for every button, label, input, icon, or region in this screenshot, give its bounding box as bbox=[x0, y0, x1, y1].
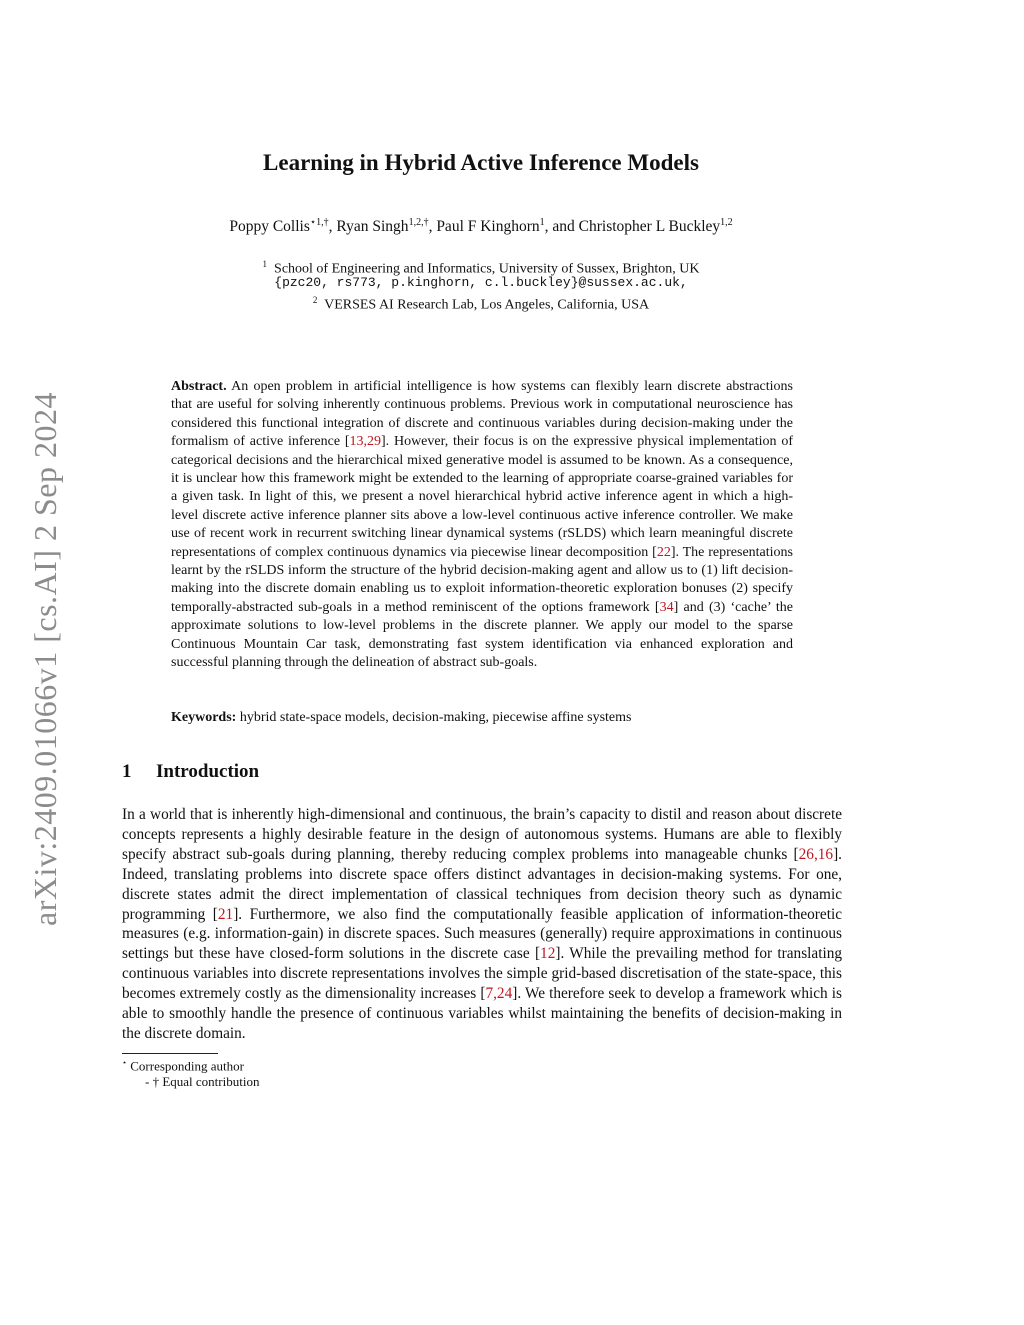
email-list: {pzc20, rs773, p.kinghorn, c.l.buckley}@sussex.ac.uk, bbox=[274, 275, 688, 290]
affiliation-sup: 2 bbox=[312, 295, 318, 305]
citation-link[interactable]: 22 bbox=[656, 544, 671, 560]
keywords-label: Keywords: bbox=[171, 710, 237, 725]
section-heading bbox=[122, 761, 259, 783]
footnote-text: - † Equal contribution bbox=[145, 1074, 260, 1089]
footnote-marker: ⋆ bbox=[122, 1058, 128, 1067]
author-list: Poppy Collis$^{⋆1,\dagger}$, Ryan Singh$^{1,2,\dagger}$, Paul F Kinghorn$^1$, and Christopher L Buckley$^{1,2}$ bbox=[229, 217, 733, 236]
citation-link[interactable]: 7,24 bbox=[485, 985, 513, 1003]
citation-link[interactable]: 26,16 bbox=[798, 845, 834, 863]
footnote-text: Corresponding author bbox=[130, 1058, 244, 1074]
paper-title: Learning in Hybrid Active Inference Models bbox=[263, 150, 699, 175]
affiliation-text: School of Engineering and Informatics, University of Sussex, Brighton, UK bbox=[274, 261, 700, 277]
author-name: Poppy Collis bbox=[229, 218, 310, 236]
citation-link[interactable]: 34 bbox=[659, 599, 674, 615]
citation-link[interactable]: 21 bbox=[217, 905, 234, 923]
section-number: 1 bbox=[122, 761, 132, 782]
affiliation-2 bbox=[0, 291, 962, 315]
author-affil-sup: 1,2 bbox=[720, 217, 733, 228]
footnote-1 bbox=[122, 1058, 244, 1074]
abstract-text: ]. However, their focus is on the expressive physical implementation of categorical decisions and the hierarchical mixed generative model is assumed to be known. As a consequence, it is unclear how this framework might be extended to the learning of appropriate coarse-grained variables for a given task. In light of this, we present a novel hierarchical hybrid active inference agent in which a high-level discrete active inference planner sits above a low-level continuous active inference controller. We make use of recent work in recurrent switching linear dynamical systems (rSLDS) which learn meaningful discrete representations of complex continuous dynamics via piecewise linear decomposition [ bbox=[171, 434, 794, 560]
intro-paragraph bbox=[122, 805, 842, 1044]
footnote-divider bbox=[122, 1053, 218, 1054]
affiliation-emails bbox=[0, 273, 962, 292]
abstract-text: An open problem in artificial intelligence is how systems can flexibly learn discrete abstractions that are useful for solving inherently continuous problems. Previous work in computational neuroscience has considered this functional integration of discrete and continuous variables during decision-making under the formalism of active inference [ bbox=[171, 379, 793, 450]
body-text: ]. Furthermore, we also find the computationally feasible application of information-theoretic measures (e.g. information-gain) in discrete spaces. Such measures (generally) require approximations in continuous settings but these have closed-form solutions in the discrete case [ bbox=[122, 905, 842, 963]
body-text: In a world that is inherently high-dimensional and continuous, the brain’s capacity to distil and reason about discrete concepts represents a highly desirable feature in the design of autonomous systems. Humans are able to flexibly specify abstract sub-goals during planning, thereby reducing complex problems into manageable chunks [ bbox=[122, 806, 842, 863]
author-name: Ryan Singh bbox=[336, 218, 409, 236]
arxiv-identifier: arXiv:2409.01066v1 [cs.AI] 2 Sep 2024 bbox=[27, 392, 63, 926]
citation-link[interactable]: 12 bbox=[540, 945, 556, 963]
footnote-2 bbox=[145, 1074, 259, 1090]
abstract bbox=[171, 378, 793, 673]
author-affil-sup: ⋆1,† bbox=[309, 217, 329, 228]
affiliation-text: VERSES AI Research Lab, Los Angeles, California, USA bbox=[324, 297, 650, 313]
author-affil-sup: 1,2,† bbox=[408, 217, 429, 228]
abstract-text: ] and (3) ‘cache’ the approximate solutions to low-level problems in the discrete planner. We apply our model to the sparse Continuous Mountain Car task, demonstrating fast system identification via enhanced exploration and successful planning through the delineation of abstract sub-goals. bbox=[171, 599, 793, 671]
keywords-text: hybrid state-space models, decision-making, piecewise affine systems bbox=[239, 710, 632, 725]
keywords bbox=[171, 710, 811, 726]
citation-link[interactable]: 13,29 bbox=[349, 434, 382, 450]
abstract-text: ]. The representations learnt by the rSLDS inform the structure of the hybrid decision-making agent and allow us to (1) lift decision-making into the discrete domain enabling us to exploit information-theoretic exploration bonuses (2) specify temporally-abstracted sub-goals in a method reminiscent of the options framework [ bbox=[171, 544, 793, 615]
section-title: Introduction bbox=[156, 761, 260, 782]
author-affil-sup: 1 bbox=[539, 217, 545, 228]
abstract-label: Abstract. bbox=[171, 379, 227, 394]
body-text: ]. We therefore seek to develop a framework which is able to smoothly handle the presence of continuous variables whilst maintaining the benefits of decision-making in the discrete domain. bbox=[122, 985, 842, 1042]
body-text: ]. Indeed, translating problems into discrete space offers distinct advantages in decision-making systems. For one, discrete states admit the direct implementation of classical techniques from decision theory such as dynamic programming [ bbox=[122, 845, 842, 923]
body-text: ]. While the prevailing method for translating continuous variables into discrete representations involves the simple grid-based discretisation of the state-space, this becomes extremely costly as the dimensionality increases [ bbox=[122, 945, 842, 1003]
affiliation-sup: 1 bbox=[262, 259, 268, 269]
author-name: Paul F Kinghorn bbox=[436, 218, 540, 236]
author-name: and Christopher L Buckley bbox=[552, 218, 721, 236]
